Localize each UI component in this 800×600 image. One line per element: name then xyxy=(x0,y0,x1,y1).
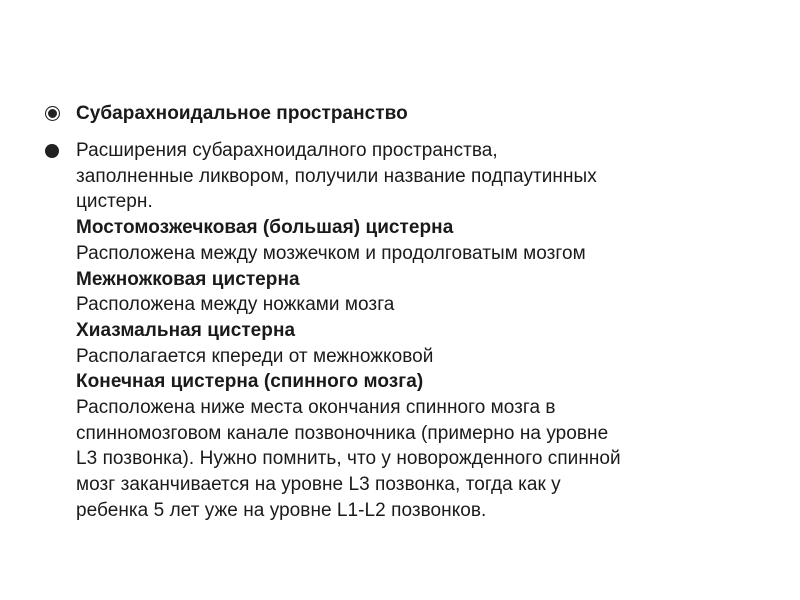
bullet-dot-icon xyxy=(45,106,60,121)
slide-heading: Субарахноидальное пространство xyxy=(76,103,408,124)
cistern-description: Расположена ниже места окончания спинного мозга в xyxy=(76,397,556,419)
cistern-name: Мостомозжечковая (большая) цистерна xyxy=(76,217,454,239)
bullet-dot-icon xyxy=(45,144,59,158)
cistern-description: спинномозговом канале позвоночника (примерно на уровне xyxy=(76,422,609,444)
cistern-description: мозг заканчивается на уровне L3 позвонка, тогда как у xyxy=(76,474,561,496)
cisterns-text-block xyxy=(76,138,736,524)
cistern-description: ребенка 5 лет уже на уровне L1-L2 позвонков. xyxy=(76,499,487,521)
cistern-description: L3 позвонка). Нужно помнить, что у новорожденного спинной xyxy=(76,448,621,470)
intro-line: цистерн. xyxy=(76,191,153,213)
cistern-name: Хиазмальная цистерна xyxy=(76,319,296,341)
intro-line: заполненные ликвором, получили название подпаутинных xyxy=(76,165,597,187)
intro-line: Расширения субарахноидалного пространства, xyxy=(76,140,498,161)
cistern-name: Конечная цистерна (спинного мозга) xyxy=(76,371,424,393)
cistern-description: Располагается кпереди от межножковой xyxy=(76,345,434,367)
cistern-description: Расположена между ножками мозга xyxy=(76,294,395,316)
cistern-name: Межножковая цистерна xyxy=(76,268,300,290)
cistern-description: Расположена между мозжечком и продолговатым мозгом xyxy=(76,242,586,264)
